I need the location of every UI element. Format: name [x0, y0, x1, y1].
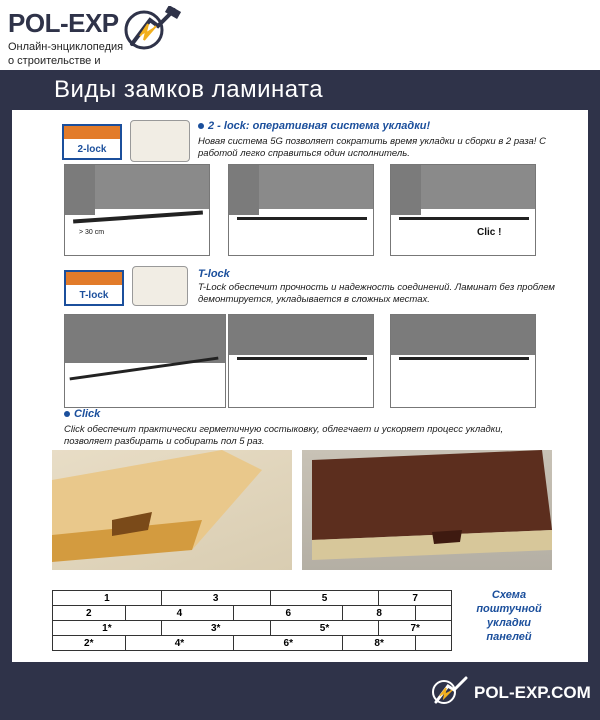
scheme-cell: 7* — [379, 621, 452, 636]
click-photo-dark — [302, 450, 552, 570]
footer-site-link[interactable]: POL-EXP.COM — [474, 683, 591, 702]
scheme-cell: 4 — [125, 606, 234, 621]
scheme-cell: 4* — [125, 636, 234, 651]
brand-subtitle: Онлайн-энциклопедия о строительстве и — [8, 41, 124, 67]
click-description: Click обеспечит практически герметичную состыковку, облегчает и ускоряет процесс укладки, позволяет разбирать и собирать пол 5 раз. — [64, 424, 504, 447]
twolock-step-3: Clic ! — [390, 164, 536, 256]
tlock-description: T-Lock обеспечит прочность и надежность соединений. Ламинат без проблем демонтируется, укладывается в сложных местах. — [198, 282, 555, 305]
scheme-cell: 3* — [161, 621, 270, 636]
tlock-thumbnail — [132, 266, 188, 306]
tlock-title: T-lock — [198, 268, 230, 280]
scheme-cell: 8 — [343, 606, 416, 621]
page-title: Виды замков ламината — [54, 76, 324, 103]
click-title: Click — [64, 408, 100, 420]
layout-scheme-table — [52, 590, 452, 651]
brand-logo-text[interactable]: POL-EXP — [8, 8, 119, 38]
tlock-step-2 — [228, 314, 374, 408]
click-photo-light — [52, 450, 292, 570]
twolock-badge: 2-lock — [62, 124, 122, 160]
footer-logo-icon[interactable] — [430, 676, 470, 706]
scheme-cell: 2 — [53, 606, 126, 621]
twolock-step-1: > 30 cm — [64, 164, 210, 256]
twolock-thumbnail — [130, 120, 190, 162]
scheme-cell: 6 — [234, 606, 343, 621]
twolock-description: Новая система 5G позволяет сократить время укладки и сборки в 2 раза! С работой легко справиться один исполнитель. — [198, 136, 546, 159]
scheme-cell: 8* — [343, 636, 416, 651]
scheme-cell: 7 — [379, 591, 452, 606]
scheme-cell: 2* — [53, 636, 126, 651]
scheme-cell: 1 — [53, 591, 162, 606]
scheme-label: Схема поштучной укладки панелей — [476, 589, 542, 643]
brand-logo-icon[interactable] — [122, 6, 184, 52]
scheme-cell: 5* — [270, 621, 379, 636]
tlock-badge: T-lock — [64, 270, 124, 306]
bullet-icon — [64, 411, 70, 417]
twolock-step-2 — [228, 164, 374, 256]
content-area — [12, 110, 588, 662]
scheme-cell: 1* — [53, 621, 162, 636]
bullet-icon — [198, 123, 204, 129]
tlock-step-1 — [64, 314, 226, 408]
twolock-title: 2 - lock: оперативная система укладки! — [198, 120, 430, 132]
scheme-cell: 6* — [234, 636, 343, 651]
scheme-cell: 5 — [270, 591, 379, 606]
tlock-step-3 — [390, 314, 536, 408]
scheme-cell: 3 — [161, 591, 270, 606]
